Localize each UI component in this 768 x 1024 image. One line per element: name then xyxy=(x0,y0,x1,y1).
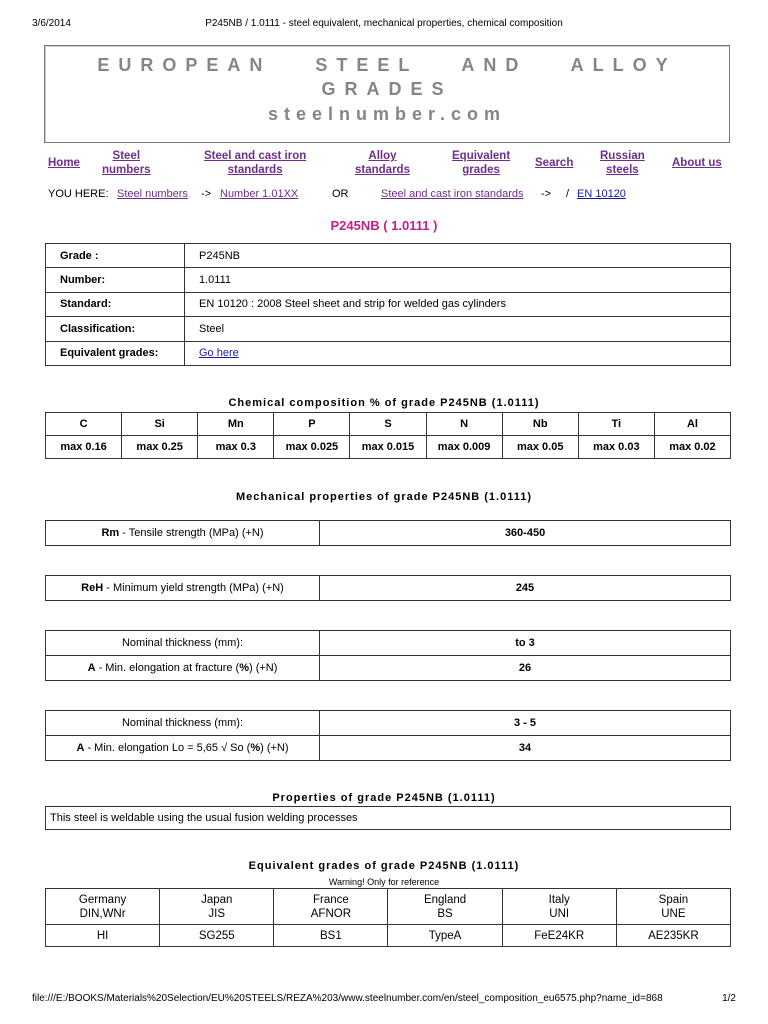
country-header: England BS xyxy=(388,889,502,925)
country-header: Germany DIN,WNr xyxy=(46,889,160,925)
table-row xyxy=(46,268,731,292)
table-row xyxy=(46,521,731,546)
breadcrumb-arrow: -> xyxy=(201,188,212,200)
nav-alloy-standards-link[interactable]: Alloy standards xyxy=(355,150,410,176)
element-value: max 0.025 xyxy=(274,436,350,459)
table-row xyxy=(46,244,731,268)
mech-section-title: Mechanical properties of grade P245NB (1.0111) xyxy=(235,491,533,503)
breadcrumb-standard-link[interactable]: EN 10120 xyxy=(577,188,626,200)
equivalent-grade: TypeA xyxy=(388,925,502,947)
country-header: Italy UNI xyxy=(502,889,616,925)
property-label: A - Min. elongation Lo = 5,65 √ So (%) (+N) xyxy=(46,736,320,761)
breadcrumb-arrow: -> xyxy=(541,188,552,200)
country-header: France AFNOR xyxy=(274,889,388,925)
equivalent-grade: BS1 xyxy=(274,925,388,947)
table-header-row xyxy=(46,413,731,436)
element-header: Al xyxy=(654,413,730,436)
element-header: P xyxy=(274,413,350,436)
nav-about-link[interactable]: About us xyxy=(672,157,722,169)
breadcrumb-steel-numbers-link[interactable]: Steel numbers xyxy=(117,188,188,200)
equivalent-grades-link[interactable]: Go here xyxy=(199,347,239,360)
banner-line-1: EUROPEAN STEEL AND ALLOY xyxy=(97,55,677,75)
element-value: max 0.05 xyxy=(502,436,578,459)
nav-standards-link[interactable]: Steel and cast iron standards xyxy=(204,150,307,176)
table-row xyxy=(46,436,731,459)
table-row xyxy=(46,576,731,601)
site-banner[interactable] xyxy=(44,45,730,143)
nav-steel-numbers-link[interactable]: Steel numbers xyxy=(102,150,151,176)
table-row xyxy=(46,317,731,341)
info-label: Equivalent grades: xyxy=(46,341,185,365)
elongation-table-1 xyxy=(45,630,731,681)
equivalent-grade: AE235KR xyxy=(616,925,730,947)
tensile-strength-table xyxy=(45,520,731,546)
element-header: C xyxy=(46,413,122,436)
element-value: max 0.009 xyxy=(426,436,502,459)
equivalent-grades-table xyxy=(45,888,731,947)
info-label: Grade : xyxy=(46,244,185,268)
yield-strength-table xyxy=(45,575,731,601)
print-page-title: P245NB / 1.0111 - steel equivalent, mechanical properties, chemical composition xyxy=(205,18,563,29)
element-value: max 0.3 xyxy=(198,436,274,459)
element-header: Ti xyxy=(578,413,654,436)
table-row xyxy=(46,656,731,681)
banner-site-name: steelnumber.com xyxy=(267,104,507,124)
table-header-row xyxy=(46,889,731,925)
breadcrumb-or: OR xyxy=(332,188,349,200)
table-row xyxy=(46,807,731,830)
country-header: Japan JIS xyxy=(160,889,274,925)
equivalent-grade: HI xyxy=(46,925,160,947)
thickness-value: to 3 xyxy=(320,631,731,656)
nav-russian-steels-link[interactable]: Russian steels xyxy=(600,150,645,176)
breadcrumb-number-group-link[interactable]: Number 1.01XX xyxy=(220,188,299,200)
properties-text: This steel is weldable using the usual fusion welding processes xyxy=(46,807,731,830)
thickness-label: Nominal thickness (mm): xyxy=(46,711,320,736)
equiv-warning: Warning! Only for reference xyxy=(328,877,440,887)
info-label: Classification: xyxy=(46,317,185,341)
table-row xyxy=(46,925,731,947)
country-header: Spain UNE xyxy=(616,889,730,925)
properties-table xyxy=(45,806,731,830)
print-page-number: 1/2 xyxy=(722,993,736,1004)
info-value-cell xyxy=(185,341,731,365)
nav-equivalent-grades-link[interactable]: Equivalent grades xyxy=(452,150,511,176)
table-row xyxy=(46,711,731,736)
table-row xyxy=(46,341,731,365)
grade-title: P245NB ( 1.0111 ) xyxy=(330,218,438,233)
thickness-label: Nominal thickness (mm): xyxy=(46,631,320,656)
element-value: max 0.03 xyxy=(578,436,654,459)
equivalent-grade: SG255 xyxy=(160,925,274,947)
chem-section-title: Chemical composition % of grade P245NB (1.0111) xyxy=(228,397,540,409)
element-value: max 0.015 xyxy=(350,436,426,459)
element-header: Si xyxy=(122,413,198,436)
breadcrumb-slash: / xyxy=(566,188,570,200)
props-section-title: Properties of grade P245NB (1.0111) xyxy=(272,792,496,804)
property-label: Rm - Tensile strength (MPa) (+N) xyxy=(46,521,320,546)
element-header: Nb xyxy=(502,413,578,436)
table-row xyxy=(46,736,731,761)
info-label: Number: xyxy=(46,268,185,292)
equivalent-grade: FeE24KR xyxy=(502,925,616,947)
breadcrumb-standards-link[interactable]: Steel and cast iron standards xyxy=(381,188,524,200)
info-value: EN 10120 : 2008 Steel sheet and strip for welded gas cylinders xyxy=(185,292,731,316)
property-value: 245 xyxy=(320,576,731,601)
thickness-value: 3 - 5 xyxy=(320,711,731,736)
property-label: A - Min. elongation at fracture (%) (+N) xyxy=(46,656,320,681)
element-value: max 0.02 xyxy=(654,436,730,459)
property-label: ReH - Minimum yield strength (MPa) (+N) xyxy=(46,576,320,601)
equiv-section-title: Equivalent grades of grade P245NB (1.0111) xyxy=(248,860,520,872)
banner-line-2: GRADES xyxy=(321,79,453,99)
element-header: N xyxy=(426,413,502,436)
info-value: 1.0111 xyxy=(185,268,731,292)
grade-info-table xyxy=(45,243,731,366)
element-header: Mn xyxy=(198,413,274,436)
main-nav xyxy=(44,149,730,179)
element-value: max 0.16 xyxy=(46,436,122,459)
property-value: 26 xyxy=(320,656,731,681)
info-label: Standard: xyxy=(46,292,185,316)
print-header xyxy=(32,18,736,32)
property-value: 34 xyxy=(320,736,731,761)
chemical-composition-table xyxy=(45,412,731,459)
table-row xyxy=(46,631,731,656)
info-value: P245NB xyxy=(185,244,731,268)
property-value: 360-450 xyxy=(320,521,731,546)
element-header: S xyxy=(350,413,426,436)
breadcrumb-label: YOU HERE: xyxy=(48,188,109,200)
nav-home-link[interactable]: Home xyxy=(48,157,80,169)
nav-search-link[interactable]: Search xyxy=(535,157,574,169)
info-value: Steel xyxy=(185,317,731,341)
print-url: file:///E:/BOOKS/Materials%20Selection/EU%20STEELS/REZA%203/www.steelnumber.com/en/steel_composition_eu6575.php?name_id=868 xyxy=(32,993,663,1004)
elongation-table-2 xyxy=(45,710,731,761)
element-value: max 0.25 xyxy=(122,436,198,459)
table-row xyxy=(46,292,731,316)
print-date: 3/6/2014 xyxy=(32,18,71,29)
